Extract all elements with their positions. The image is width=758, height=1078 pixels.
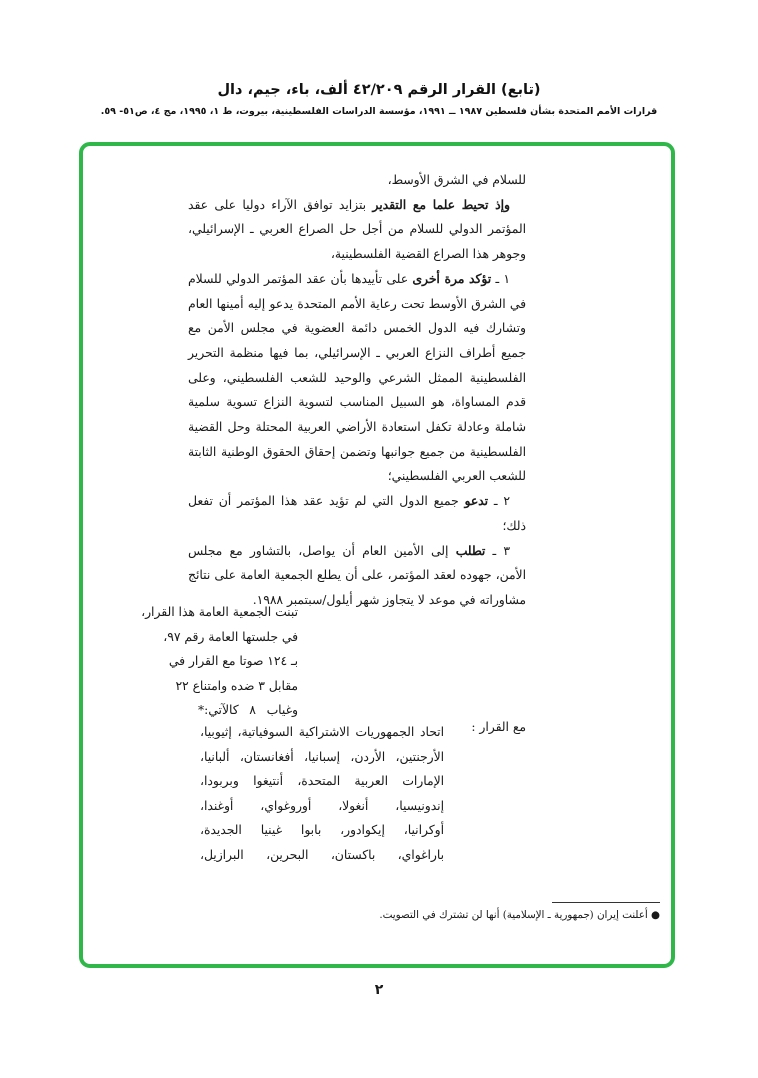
footnote (379, 909, 660, 921)
intro-line: للسلام في الشرق الأوسط، (387, 173, 526, 187)
in-favor-label: مع القرار : (471, 720, 526, 734)
preamble-paragraph (188, 193, 526, 267)
operative-verb: تدعو (464, 493, 489, 509)
footnote-text: أعلنت إيران (جمهورية ـ الإسلامية) أنها لن تشترك في التصويت. (379, 909, 648, 921)
adoption-line: مقابل ٣ ضده وامتناع ٢٢ (175, 678, 298, 693)
in-favor-country-list (200, 720, 444, 868)
adoption-line: تبنت الجمعية العامة هذا القرار، (141, 605, 298, 619)
paragraph-number: ٣ ـ (485, 543, 510, 558)
paragraph-number: ١ ـ (491, 271, 511, 286)
operative-verb: تطلب (455, 542, 486, 558)
operative-text: على تأييدها بأن عقد المؤتمر الدولي للسلام في الشرق الأوسط تحت رعاية الأمم المتحدة يدعو إليه أمينها العام وتشارك فيه الدول الخمس دائمة العضوية في مجلس الأمن مع جميع أطراف النزاع العربي ـ الإسرائيلي، بما فيها منظمة التحرير الفلسطينية الممثل الشرعي والوحيد للشعب الفلسطيني، وعلى قدم المساواة، هو السبيل المناسب لتسوية النزاع تسوية سلمية شاملة وعادلة تكفل استعادة الأراضي العربية المحتلة وحل القضية الفلسطينية من جميع جوانبها وتضمن إحقاق الحقوق الوطنية الثابتة للشعب العربي الفلسطيني؛ (188, 271, 526, 484)
operative-text: إلى الأمين العام أن يواصل، بالتشاور مع مجلس الأمن، جهوده لعقد المؤتمر، على أن يطلع الجمعية العامة على نتائج مشاوراته في موعد لا يتجاوز شهر أيلول/سبتمبر ١٩٨٨. (188, 543, 526, 607)
preamble-bold-phrase: وإذ تحيط علما مع التقدير (372, 196, 510, 212)
source-citation: قرارات الأمم المتحدة بشأن فلسطين ١٩٨٧ ــ ١٩٩١، مؤسسة الدراسات الفلسطينية، بيروت، ط ١، ١٩٩٥، مج ٤، ص٥١- ٥٩. (100, 106, 658, 117)
resolution-header-title: (تابع) القرار الرقم ٤٢/٢٠٩ ألف، باء، جيم، دال (217, 82, 541, 98)
country-list-line: أوكرانيا، إيكوادور، بابوا غينيا الجديدة، (200, 823, 444, 838)
footnote-bullet: ● (651, 909, 660, 921)
country-list-line: الإمارات العربية المتحدة، أنتيغوا وبربودا، (200, 774, 444, 789)
adoption-line: بـ ١٢٤ صوتا مع القرار في (168, 654, 298, 668)
paragraph-number: ٢ ـ (488, 494, 510, 509)
country-list-line: إندونيسيا، أنغولا، أوروغواي، أوغندا، (200, 798, 444, 813)
adoption-line: وغياب ٨ كالآتي:* (198, 703, 298, 717)
adoption-line: في جلستها العامة رقم ٩٧، (163, 629, 298, 644)
footnote-separator (552, 902, 660, 903)
preamble-text: بتزايد توافق الآراء دوليا على عقد المؤتمر الدولي للسلام من أجل حل الصراع العربي ـ الإسرائيلي، وجوهر هذا الصراع القضية الفلسطينية، (188, 197, 526, 262)
operative-text: جميع الدول التي لم تؤيد عقد هذا المؤتمر أن تفعل ذلك؛ (188, 494, 526, 533)
operative-verb: تؤكد مرة أخرى (412, 270, 492, 286)
page-number: ٢ (374, 982, 384, 998)
operative-paragraph-2 (188, 489, 526, 538)
operative-paragraph-1 (188, 267, 526, 489)
country-list-line: باراغواي، باكستان، البحرين، البرازيل، (200, 847, 444, 862)
country-list-line: الأرجنتين، الأردن، إسبانيا، أفغانستان، ألبانيا، (200, 749, 444, 764)
country-list-line: اتحاد الجمهوريات الاشتراكية السوفياتية، إثيوبيا، (200, 725, 444, 739)
adoption-record (141, 600, 298, 723)
resolution-body (188, 168, 526, 613)
